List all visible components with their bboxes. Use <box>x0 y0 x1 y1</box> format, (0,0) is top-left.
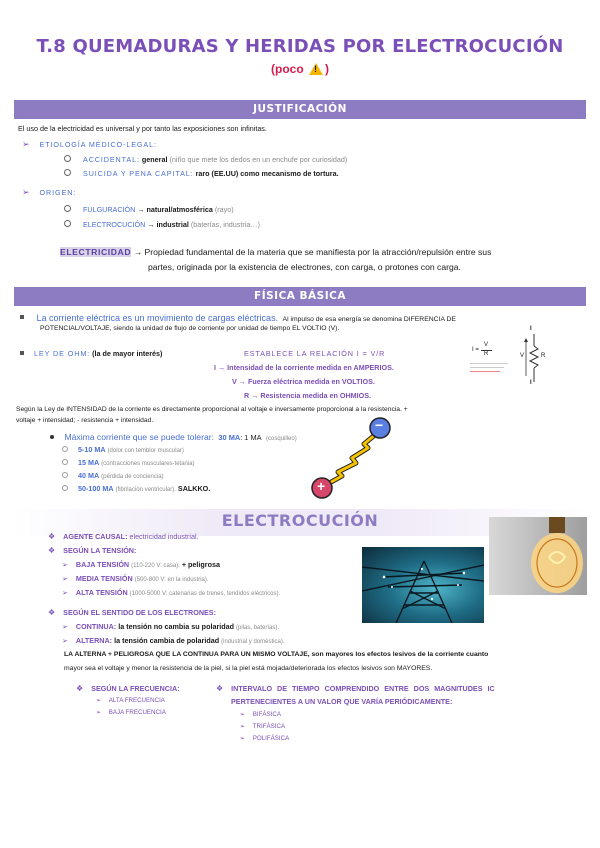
intervalo-line-1: INTERVALO DE TIEMPO COMPRENDIDO ENTRE DOS MAGNITUDES IC <box>231 684 495 693</box>
circuit-icon <box>520 330 552 386</box>
corriente-line-2: POTENCIAL/VOLTAJE, siendo la unidad de flujo de corriente por unidad de tiempo EL VOLTIO (V). <box>40 325 340 332</box>
frecuencia-label: SEGÚN LA FRECUENCIA: <box>91 684 180 693</box>
arrow-bullet-icon: ➢ <box>62 638 68 645</box>
tension-item-note: (110-220 V: casa). <box>131 563 180 569</box>
frecuencia-item <box>96 708 166 718</box>
agente-value: electricidad industrial. <box>129 532 199 541</box>
arrow-bullet-icon: ➢ <box>22 187 30 197</box>
intensidad-line-1: Según la Ley de INTENSIDAD de la corriente es directamente proporcional al voltaje e inversamente proporcional a la resistencia. + <box>16 406 408 413</box>
light-bulb-icon <box>489 517 587 595</box>
intervalo-item-label: BIFÁSICA <box>252 711 281 718</box>
sentido-label: SEGÚN EL SENTIDO DE LOS ELECTRONES: <box>63 608 216 617</box>
rango-item <box>62 458 195 469</box>
origen-label: ORIGEN: <box>39 188 77 197</box>
diamond-bullet-icon: ❖ <box>48 608 56 617</box>
corriente-rest: Al impulso de esa energía se denomina DIFERENCIA DE <box>282 316 456 323</box>
circuit-label-bottom: I <box>530 380 532 386</box>
small-circle-bullet-icon <box>62 472 68 478</box>
arrow-bullet-icon: ➢ <box>96 698 102 704</box>
electricidad-line-1: → Propiedad fundamental de la materia que se manifiesta por la atracción/repulsión entre sus <box>133 247 492 257</box>
etiologia-item-name: ACCIDENTAL: <box>83 155 140 164</box>
tension-row <box>48 546 136 556</box>
circle-bullet-icon <box>64 169 71 176</box>
tension-item <box>62 588 280 599</box>
ohm-line: I → Intensidad de la corriente medida en AMPERIOS. <box>214 363 394 372</box>
warning-icon <box>309 63 323 75</box>
intervalo-item <box>240 722 285 732</box>
intensidad-line-2: voltaje + intensidad; - resistencia + intensidad. <box>16 417 154 424</box>
ohm-line: V → Fuerza eléctrica medida en VOLTIOS. <box>232 377 375 386</box>
intervalo-item <box>240 734 289 744</box>
section-header-fisica: FÍSICA BÁSICA <box>14 287 586 306</box>
tension-item-name: BAJA TENSIÓN <box>75 560 130 569</box>
arrow-bullet-icon: ➢ <box>62 576 68 583</box>
page-subtitle <box>0 62 600 76</box>
ohm-formula <box>470 339 518 379</box>
corriente-lead: La corriente eléctrica es un movimiento de cargas eléctricas. <box>36 313 279 323</box>
sentido-item-name: CONTINUA: <box>75 622 117 631</box>
rango-value: 40 MA <box>78 471 100 480</box>
circuit-label-v: V <box>520 353 525 359</box>
page-title: T.8 QUEMADURAS Y HERIDAS POR ELECTROCUCIÓN <box>36 36 564 57</box>
etiologia-item-note: (niño que mete los dedos en un enchufe por curiosidad) <box>169 155 348 164</box>
rango-item <box>62 484 210 495</box>
ohm-label: LEY DE OHM: <box>34 349 91 358</box>
ohm-relation: ESTABLECE LA RELACIÓN I = V/R <box>244 349 386 358</box>
maxima-row <box>50 430 297 445</box>
arrow-bullet-icon: ➢ <box>96 710 102 716</box>
intervalo-item <box>240 710 281 720</box>
square-bullet-icon <box>20 315 24 319</box>
arrow-bullet-icon: ➢ <box>62 590 68 597</box>
diamond-bullet-icon: ❖ <box>48 532 56 541</box>
rango-note: (pérdida de conciencia) <box>101 474 164 480</box>
agente-label: AGENTE CAUSAL: <box>63 532 128 541</box>
maxima-label: Máxima corriente que se puede tolerar: <box>64 432 214 442</box>
dot-bullet-icon <box>50 435 54 439</box>
electricidad-definition <box>60 245 491 259</box>
sentido-item <box>62 622 279 633</box>
circle-bullet-icon <box>64 205 71 212</box>
subtitle-prefix: (poco <box>271 62 307 76</box>
small-circle-bullet-icon <box>62 446 68 452</box>
section-header-electrocucion: ELECTROCUCIÓN <box>221 511 379 530</box>
rango-value: 15 MA <box>78 458 100 467</box>
etiologia-item-desc: raro (EE.UU) como mecanismo de tortura. <box>195 169 339 178</box>
tension-item-name: ALTA TENSIÓN <box>75 588 128 597</box>
justificacion-intro: El uso de la electricidad es universal y por tanto las exposiciones son infinitas. <box>18 124 267 133</box>
etiologia-item-name: SUICIDA Y PENA CAPITAL: <box>83 169 194 178</box>
arrow-bullet-icon: ➢ <box>62 562 68 569</box>
origen-item-note: (rayo) <box>214 205 234 214</box>
origen-item-name: ELECTROCUCIÓN <box>83 220 146 229</box>
sentido-paragraph-2: mayor sea el voltaje y menor la resistencia de la piel, si la piel está mojada/deteriorada los efectos lesivos son MAYORES. <box>64 665 433 672</box>
light-bulb-photo <box>489 517 587 595</box>
subtitle-suffix: ) <box>325 62 329 76</box>
rango-note: (fibrilación ventricular). <box>115 487 176 493</box>
negative-charge-icon: − <box>375 417 384 433</box>
rango-item <box>62 471 164 482</box>
circle-bullet-icon <box>64 155 71 162</box>
tension-item-note: (1000-5000 V: catenarias de trenes, tendidos eléctricos). <box>129 591 281 597</box>
arrow-bullet-icon: ➢ <box>22 139 30 149</box>
diamond-bullet-icon: ❖ <box>48 546 56 555</box>
etiologia-row <box>22 139 157 150</box>
tension-item-note: (500-800 V: en la industria). <box>134 577 209 583</box>
ohm-line: R → Resistencia medida en OHMIOS. <box>244 391 372 400</box>
tension-item-extra: + peligrosa <box>181 560 220 569</box>
small-circle-bullet-icon <box>62 459 68 465</box>
formula-text-line <box>470 367 504 368</box>
maxima-note: (cosquilleo) <box>266 436 297 442</box>
rango-note: (dolor con temblor muscular) <box>107 448 184 454</box>
tension-item <box>62 574 209 585</box>
frecuencia-item <box>96 696 165 706</box>
origen-item <box>64 220 260 230</box>
rango-value: 50-100 MA <box>78 484 114 493</box>
intervalo-item-label: POLIFÁSICA <box>252 735 290 742</box>
ohm-row <box>20 349 162 359</box>
small-circle-bullet-icon <box>62 485 68 491</box>
etiologia-item <box>64 169 339 179</box>
agente-row <box>48 532 199 542</box>
maxima-rest: : 1 MA <box>240 433 262 442</box>
power-tower-icon <box>362 547 484 623</box>
tension-item-name: MEDIA TENSIÓN <box>75 574 133 583</box>
arrow-bullet-icon: ➢ <box>240 724 246 730</box>
frecuencia-item-label: ALTA FRECUENCIA <box>108 697 165 704</box>
origen-item-note: (baterías, industria…) <box>190 220 260 229</box>
rango-extra: SALKKO. <box>177 484 211 493</box>
formula-numerator: V <box>484 342 489 348</box>
origen-item-name: FULGURACIÓN <box>83 205 136 214</box>
arrow-bullet-icon: ➢ <box>240 712 246 718</box>
lightning-illustration <box>306 414 398 500</box>
electricidad-line-2: partes, originada por la existencia de electrones, con carga, o protones con carga. <box>148 262 461 272</box>
maxima-value: 30 MA <box>218 433 241 442</box>
frecuencia-row <box>76 684 180 694</box>
arrow-bullet-icon: ➢ <box>62 624 68 631</box>
sentido-row <box>48 608 216 618</box>
intervalo-line-2: PERTENECIENTES A UN VALOR QUE VARÍA PERIÓDICAMENTE: <box>231 697 453 706</box>
positive-charge-icon: + <box>317 478 326 494</box>
arrow-bullet-icon: ➢ <box>240 736 246 742</box>
etiologia-item-desc: general <box>141 155 168 164</box>
diamond-bullet-icon: ❖ <box>76 684 84 693</box>
diamond-bullet-icon: ❖ <box>216 684 224 693</box>
circuit-label-top: I <box>530 326 532 332</box>
sentido-item <box>62 636 284 647</box>
formula-text-line <box>470 371 500 372</box>
rango-item <box>62 445 184 456</box>
intervalo-item-label: TRIFÁSICA <box>252 723 286 730</box>
sentido-item-note: (pilas, baterías). <box>236 625 280 631</box>
square-bullet-icon <box>20 351 24 355</box>
sentido-item-desc: la tensión cambia de polaridad <box>114 636 220 645</box>
origen-item-desc: → natural/atmosférica <box>137 205 213 214</box>
intervalo-row <box>216 684 495 694</box>
formula-i: I = <box>472 347 479 353</box>
electricidad-term: ELECTRICIDAD <box>60 247 132 257</box>
tension-label: SEGÚN LA TENSIÓN: <box>63 546 137 555</box>
circuit-diagram <box>520 326 552 386</box>
sentido-paragraph-1: LA ALTERNA + PELIGROSA QUE LA CONTINUA PARA UN MISMO VOLTAJE, son mayores los efectos lesivos de la corriente cuanto <box>64 651 489 658</box>
power-tower-photo <box>362 547 484 623</box>
sentido-item-name: ALTERNA: <box>75 636 113 645</box>
etiologia-item <box>64 155 347 165</box>
sentido-item-note: (industrial y doméstica). <box>221 639 285 645</box>
etiologia-label: ETIOLOGÍA MÉDICO-LEGAL: <box>39 140 157 149</box>
sentido-item-desc: la tensión no cambia su polaridad <box>118 622 235 631</box>
section-header-justificacion: JUSTIFICACIÓN <box>14 100 586 119</box>
origen-item <box>64 205 234 215</box>
formula-text-line <box>470 363 508 364</box>
origen-item-desc: → industrial <box>147 220 189 229</box>
circuit-label-r: R <box>541 353 546 359</box>
rango-value: 5-10 MA <box>78 445 106 454</box>
ohm-note: (la de mayor interés) <box>92 349 163 358</box>
formula-denominator: R <box>484 351 489 357</box>
circle-bullet-icon <box>64 220 71 227</box>
frecuencia-item-label: BAJA FRECUENCIA <box>108 709 166 716</box>
tension-item <box>62 560 220 571</box>
origen-row <box>22 187 76 198</box>
rango-note: (contracciones musculares-tetania) <box>101 461 195 467</box>
